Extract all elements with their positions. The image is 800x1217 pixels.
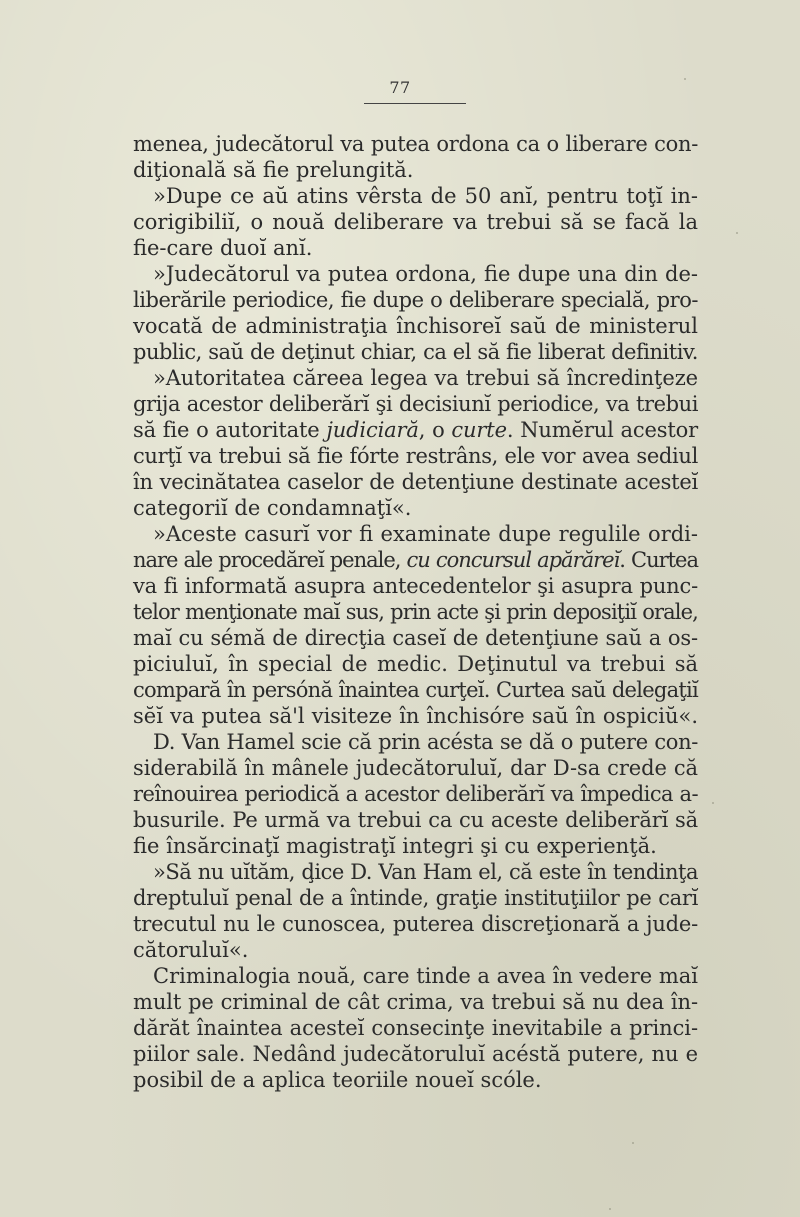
text-line: dărăt înaintea acesteĭ consecinţe inevitabile a princi- [133,1016,698,1040]
text-line: vocată de administraţia închisoreĭ saŭ de ministerul [133,314,698,338]
text-line: fie însărcinaţĭ magistraţĭ integri şi cu experienţă. [133,834,657,858]
text-line: posibil de a aplica teoriile noueĭ scóle. [133,1068,542,1092]
text-line: piciuluĭ, în special de medic. Deţinutul va trebui să [133,652,698,676]
page-number: 77 [389,78,411,97]
text-line: »Autoritatea căreea legea va trebui să încredinţeze [153,366,698,390]
text-line: fie-care duoĭ anĭ. [133,236,313,260]
text-line: compară în persónă înaintea curţeĭ. Curtea saŭ delegaţiĭ [133,678,698,702]
text-line: nare ale procedăreĭ penale, cu concursul apărăreĭ. Curtea [133,548,698,572]
text-line: grija acestor deliberărĭ şi decisiunĭ periodice, va trebui [133,392,698,416]
text-line: maĭ cu sémă de direcţia caseĭ de detenţiune saŭ a os- [133,626,698,650]
text-line: să fie o autoritate judiciară, o curte. Numĕrul acestor [133,418,699,442]
text-line: D. Van Hamel scie că prin acésta se dă o putere con- [153,730,698,754]
text-line: piilor sale. Nedând judecătoruluĭ acéstă putere, nu e [133,1042,698,1066]
text-line: categoriĭ de condamnaţĭ«. [133,496,412,520]
paper-speck [609,1208,611,1210]
text-line: dreptuluĭ penal de a întinde, graţie instituţiilor pe carĭ [133,886,698,910]
text-line: »Judecătorul va putea ordona, fie dupe una din de- [153,262,698,286]
text-line: în vecinătatea caselor de detenţiune destinate acesteĭ [133,470,698,494]
text-line: Criminalogia nouă, care tinde a avea în vedere maĭ [153,964,698,988]
paper-speck [684,78,686,80]
text-line: public, saŭ de deţinut chiar, ca el să fie liberat definitiv. [133,340,698,364]
paper-speck [632,1142,634,1144]
text-line: »Dupe ce aŭ atins vêrsta de 50 anĭ, pentru toţĭ in- [153,184,698,208]
text-line: corigibiliĭ, o nouă deliberare va trebui să se facă la [133,210,698,234]
page-number-rule [364,103,466,104]
text-line: trecutul nu le cunoscea, puterea discreţionară a jude- [133,912,698,936]
text-line: »Să nu uĭtăm, ḑice D. Van Ham el, că este în tendinţa [153,860,698,884]
text-line: reînouirea periodică a acestor deliberărĭ va împedica a- [133,782,698,806]
text-line: liberările periodice, fie dupe o deliberare specială, pro- [133,288,698,312]
text-line: »Aceste casurĭ vor fi examinate dupe regulile ordi- [153,522,698,546]
text-line: cătoruluĭ«. [133,938,249,962]
text-line: telor menţionate maĭ sus, prin acte şi prin deposiţiĭ orale, [133,600,698,624]
body-text [133,131,698,1093]
text-line: menea, judecătorul va putea ordona ca o liberare con- [133,132,698,156]
text-line: siderabilă în mânele judecătoruluĭ, dar D-sa crede că [133,756,698,780]
text-line: sĕĭ va putea să'l visiteze în închisóre saŭ în ospiciŭ«. [133,704,698,728]
text-line: curţĭ va trebui să fie fórte restrâns, ele vor avea sediul [133,444,698,468]
text-line: va fi informată asupra antecedentelor şi asupra punc- [133,574,698,598]
text-line: busurile. Pe urmă va trebui ca cu aceste deliberărĭ să [133,808,698,832]
text-line: mult pe criminal de cât crima, va trebui să nu dea în- [133,990,698,1014]
paper-speck [712,802,714,804]
text-line: diţională să fie prelungită. [133,158,414,182]
paper-speck [736,232,738,234]
